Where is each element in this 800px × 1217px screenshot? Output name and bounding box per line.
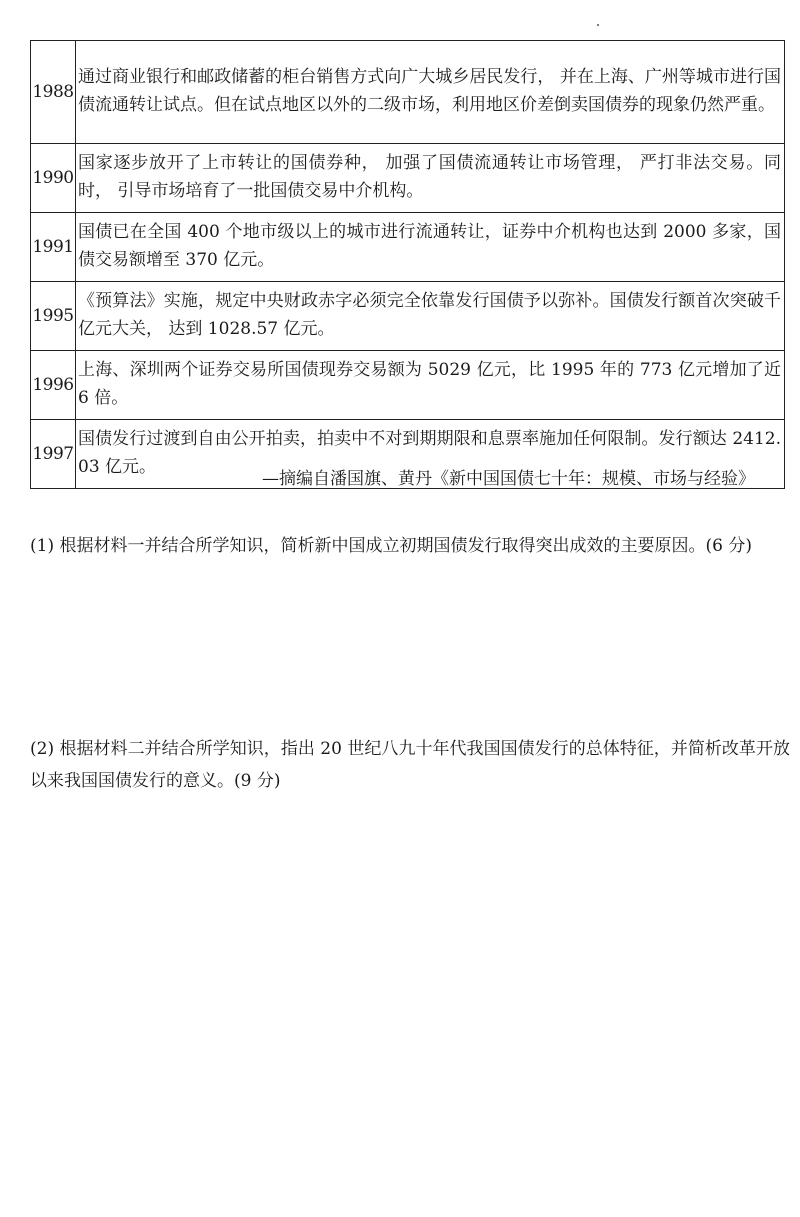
- table-row: [31, 282, 785, 351]
- year-cell: 1996: [31, 351, 76, 420]
- description-cell: 国债发行过渡到自由公开拍卖，拍卖中不对到期期限和息票率施加任何限制。发行额达 2412.03 亿元。: [76, 420, 785, 489]
- year-cell: 1995: [31, 282, 76, 351]
- year-cell: 1988: [31, 41, 76, 144]
- scan-dot: [597, 24, 599, 26]
- description-cell: 上海、深圳两个证券交易所国债现券交易额为 5029 亿元，比 1995 年的 773 亿元增加了近 6 倍。: [76, 351, 785, 420]
- year-cell: 1991: [31, 213, 76, 282]
- description-cell: 《预算法》实施，规定中央财政赤字必须完全依靠发行国债予以弥补。国债发行额首次突破千亿元大关， 达到 1028.57 亿元。: [76, 282, 785, 351]
- year-cell: 1997: [31, 420, 76, 489]
- description-cell: 通过商业银行和邮政储蓄的柜台销售方式向广大城乡居民发行， 并在上海、广州等城市进行国债流通转让试点。但在试点地区以外的二级市场，利用地区价差倒卖国债券的现象仍然严重。: [76, 41, 785, 144]
- table-row: [31, 41, 785, 144]
- question-1: (1) 根据材料一并结合所学知识，简析新中国成立初期国债发行取得突出成效的主要原因。(6 分): [30, 536, 752, 556]
- table-row: [31, 144, 785, 213]
- description-cell: 国债已在全国 400 个地市级以上的城市进行流通转让，证券中介机构也达到 2000 多家，国债交易额增至 370 亿元。: [76, 213, 785, 282]
- timeline-table: [30, 40, 785, 489]
- year-cell: 1990: [31, 144, 76, 213]
- question-2: (2) 根据材料二并结合所学知识，指出 20 世纪八九十年代我国国债发行的总体特征，并简析改革开放以来我国国债发行的意义。(9 分): [30, 739, 790, 791]
- table-row: [31, 351, 785, 420]
- description-cell: 国家逐步放开了上市转让的国债券种， 加强了国债流通转让市场管理， 严打非法交易。同时， 引导市场培育了一批国债交易中介机构。: [76, 144, 785, 213]
- source-citation: —摘编自潘国旗、黄丹《新中国国债七十年：规模、市场与经验》: [262, 469, 755, 489]
- table-row: [31, 213, 785, 282]
